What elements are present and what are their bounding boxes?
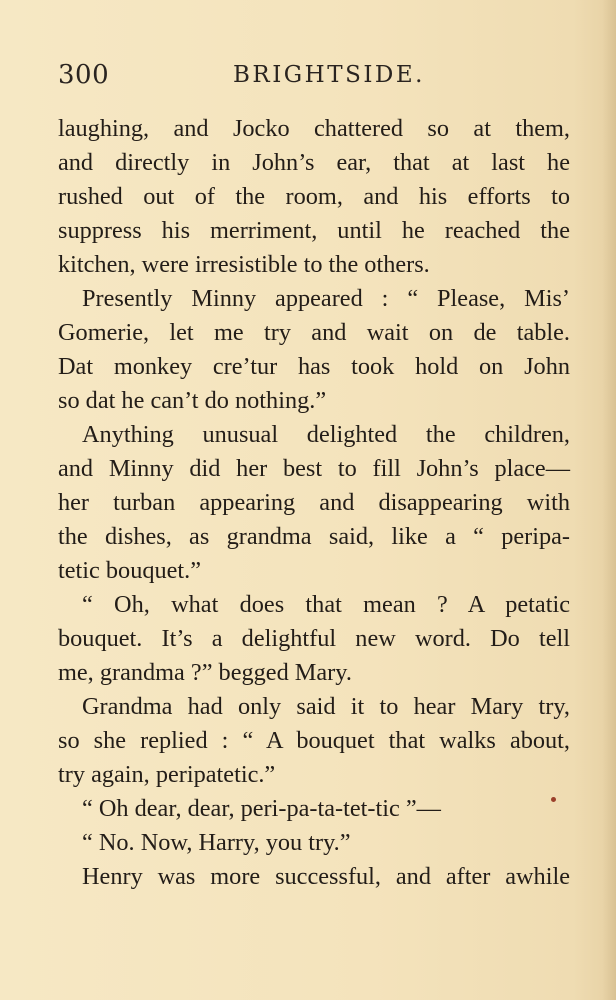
text-line: kitchen, were irresistible to the others. — [58, 251, 430, 278]
text-line: try again, peripatetic.” — [58, 761, 276, 788]
text-line: so dat he can’t do nothing.” — [58, 387, 327, 414]
text-line: Dat monkey cre’tur has took hold on John — [58, 353, 570, 380]
text-line: Gomerie, let me try and wait on de table. — [58, 319, 570, 346]
text-line: and directly in John’s ear, that at last he — [58, 149, 570, 176]
text-line: bouquet. It’s a delightful new word. Do tell — [58, 625, 570, 652]
text-line: Henry was more successful, and after awhile — [82, 863, 570, 890]
text-line: Anything unusual delighted the children, — [82, 421, 570, 448]
text-line: suppress his merriment, until he reached the — [58, 217, 570, 244]
body-text — [58, 112, 570, 894]
text-line: “ Oh dear, dear, peri-pa-ta-tet-tic ”— — [82, 795, 441, 822]
running-head: BRIGHTSIDE. — [233, 62, 425, 88]
text-line: and Minny did her best to fill John’s place— — [58, 455, 570, 482]
text-line: Presently Minny appeared : “ Please, Mis’ — [82, 285, 570, 312]
text-line: tetic bouquet.” — [58, 557, 202, 584]
page-number: 300 — [58, 60, 110, 90]
page-header — [58, 60, 570, 100]
text-line: so she replied : “ A bouquet that walks about, — [58, 727, 570, 754]
text-line: “ No. Now, Harry, you try.” — [82, 829, 351, 856]
text-line: laughing, and Jocko chattered so at them, — [58, 115, 570, 142]
text-line: “ Oh, what does that mean ? A petatic — [82, 591, 570, 618]
text-line: her turban appearing and disappearing with — [58, 489, 570, 516]
text-line: rushed out of the room, and his efforts to — [58, 183, 570, 210]
text-line: the dishes, as grandma said, like a “ peripa- — [58, 523, 570, 550]
ink-spot — [551, 797, 556, 802]
text-line: Grandma had only said it to hear Mary try, — [82, 693, 570, 720]
page-edge-shadow — [602, 0, 616, 1000]
text-line: me, grandma ?” begged Mary. — [58, 659, 352, 686]
